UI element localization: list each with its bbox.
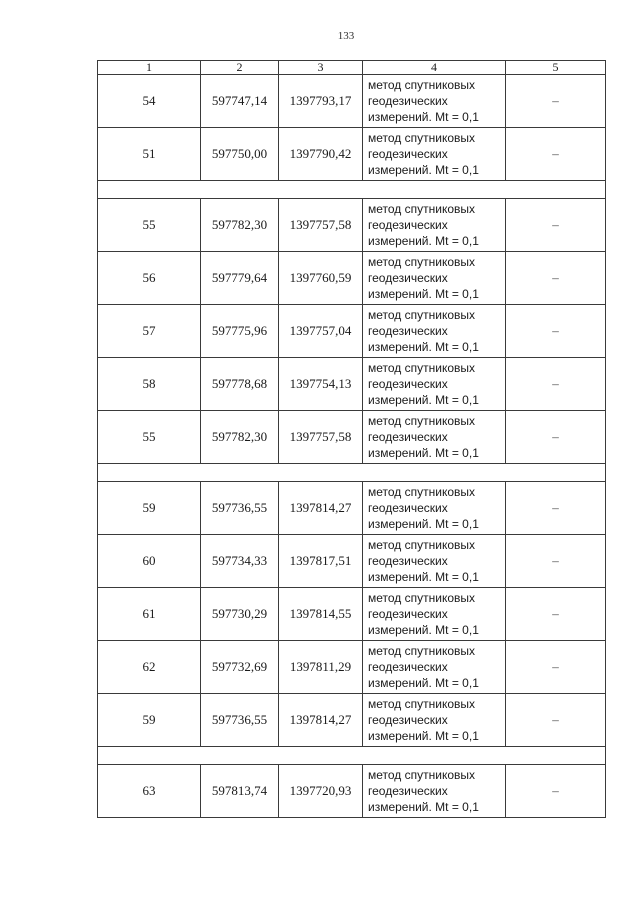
coord-y-cell: 1397811,29 — [279, 641, 363, 694]
method-line: измерений. Mt = 0,1 — [368, 517, 479, 531]
table-row — [98, 199, 606, 252]
method-line: измерений. Mt = 0,1 — [368, 676, 479, 690]
method-line: метод спутниковых — [368, 697, 476, 711]
method-cell — [363, 535, 506, 588]
note-cell: – — [506, 199, 606, 252]
coord-x-cell: 597730,29 — [201, 588, 279, 641]
table-row — [98, 765, 606, 818]
coord-y-cell: 1397757,58 — [279, 411, 363, 464]
method-line: метод спутниковых — [368, 308, 476, 322]
coord-y-cell: 1397760,59 — [279, 252, 363, 305]
coord-y-cell: 1397754,13 — [279, 358, 363, 411]
table-row — [98, 305, 606, 358]
table-row — [98, 588, 606, 641]
method-cell — [363, 199, 506, 252]
coord-x-cell: 597747,14 — [201, 75, 279, 128]
coord-y-cell: 1397790,42 — [279, 128, 363, 181]
method-line: геодезических — [368, 94, 448, 108]
method-line: метод спутниковых — [368, 644, 476, 658]
method-line: измерений. Mt = 0,1 — [368, 570, 479, 584]
header-col-3: 3 — [279, 61, 363, 75]
point-number-cell: 55 — [98, 411, 201, 464]
coord-y-cell: 1397817,51 — [279, 535, 363, 588]
method-line: метод спутниковых — [368, 414, 476, 428]
method-cell — [363, 694, 506, 747]
header-col-5: 5 — [506, 61, 606, 75]
coord-y-cell: 1397814,55 — [279, 588, 363, 641]
method-line: метод спутниковых — [368, 485, 476, 499]
coord-x-cell: 597750,00 — [201, 128, 279, 181]
coord-x-cell: 597736,55 — [201, 694, 279, 747]
method-cell — [363, 765, 506, 818]
note-cell: – — [506, 765, 606, 818]
method-cell — [363, 588, 506, 641]
method-cell — [363, 482, 506, 535]
method-cell — [363, 75, 506, 128]
method-line: геодезических — [368, 271, 448, 285]
table-row — [98, 75, 606, 128]
header-col-1: 1 — [98, 61, 201, 75]
coord-x-cell: 597732,69 — [201, 641, 279, 694]
coord-y-cell: 1397793,17 — [279, 75, 363, 128]
coord-x-cell: 597778,68 — [201, 358, 279, 411]
method-line: геодезических — [368, 147, 448, 161]
method-cell — [363, 641, 506, 694]
note-cell: – — [506, 252, 606, 305]
group-separator — [98, 464, 606, 482]
table-row — [98, 641, 606, 694]
point-number-cell: 58 — [98, 358, 201, 411]
method-line: геодезических — [368, 660, 448, 674]
point-number-cell: 57 — [98, 305, 201, 358]
point-number-cell: 56 — [98, 252, 201, 305]
method-line: измерений. Mt = 0,1 — [368, 446, 479, 460]
point-number-cell: 59 — [98, 694, 201, 747]
group-separator-row — [98, 464, 606, 482]
coord-y-cell: 1397720,93 — [279, 765, 363, 818]
group-separator — [98, 181, 606, 199]
note-cell: – — [506, 411, 606, 464]
table-row — [98, 358, 606, 411]
coord-x-cell: 597782,30 — [201, 199, 279, 252]
method-line: измерений. Mt = 0,1 — [368, 163, 479, 177]
table-body — [98, 61, 606, 818]
method-line: измерений. Mt = 0,1 — [368, 729, 479, 743]
method-line: измерений. Mt = 0,1 — [368, 110, 479, 124]
point-number-cell: 55 — [98, 199, 201, 252]
point-number-cell: 63 — [98, 765, 201, 818]
method-line: измерений. Mt = 0,1 — [368, 340, 479, 354]
point-number-cell: 59 — [98, 482, 201, 535]
table-row — [98, 694, 606, 747]
table-row — [98, 252, 606, 305]
method-line: измерений. Mt = 0,1 — [368, 234, 479, 248]
note-cell: – — [506, 641, 606, 694]
method-cell — [363, 252, 506, 305]
method-line: геодезических — [368, 430, 448, 444]
method-line: геодезических — [368, 324, 448, 338]
note-cell: – — [506, 75, 606, 128]
method-line: метод спутниковых — [368, 78, 476, 92]
point-number-cell: 54 — [98, 75, 201, 128]
coord-x-cell: 597813,74 — [201, 765, 279, 818]
coord-x-cell: 597779,64 — [201, 252, 279, 305]
header-col-2: 2 — [201, 61, 279, 75]
point-number-cell: 61 — [98, 588, 201, 641]
coord-x-cell: 597775,96 — [201, 305, 279, 358]
method-line: метод спутниковых — [368, 538, 476, 552]
group-separator-row — [98, 747, 606, 765]
method-line: геодезических — [368, 554, 448, 568]
method-line: измерений. Mt = 0,1 — [368, 287, 479, 301]
method-line: геодезических — [368, 607, 448, 621]
method-cell — [363, 305, 506, 358]
method-line: метод спутниковых — [368, 591, 476, 605]
coord-x-cell: 597736,55 — [201, 482, 279, 535]
coord-x-cell: 597734,33 — [201, 535, 279, 588]
method-cell — [363, 411, 506, 464]
note-cell: – — [506, 358, 606, 411]
method-line: геодезических — [368, 784, 448, 798]
coord-x-cell: 597782,30 — [201, 411, 279, 464]
note-cell: – — [506, 482, 606, 535]
group-separator — [98, 747, 606, 765]
group-separator-row — [98, 181, 606, 199]
note-cell: – — [506, 694, 606, 747]
method-cell — [363, 358, 506, 411]
method-cell — [363, 128, 506, 181]
coord-y-cell: 1397757,04 — [279, 305, 363, 358]
page-number: 133 — [337, 30, 355, 42]
method-line: геодезических — [368, 377, 448, 391]
method-line: геодезических — [368, 713, 448, 727]
method-line: измерений. Mt = 0,1 — [368, 623, 479, 637]
table-row — [98, 482, 606, 535]
method-line: измерений. Mt = 0,1 — [368, 800, 479, 814]
method-line: метод спутниковых — [368, 131, 476, 145]
method-line: метод спутниковых — [368, 768, 476, 782]
point-number-cell: 51 — [98, 128, 201, 181]
coord-y-cell: 1397814,27 — [279, 694, 363, 747]
header-col-4: 4 — [363, 61, 506, 75]
point-number-cell: 62 — [98, 641, 201, 694]
note-cell: – — [506, 305, 606, 358]
coord-y-cell: 1397814,27 — [279, 482, 363, 535]
method-line: метод спутниковых — [368, 255, 476, 269]
method-line: метод спутниковых — [368, 361, 476, 375]
note-cell: – — [506, 535, 606, 588]
table-row — [98, 128, 606, 181]
table-row — [98, 411, 606, 464]
method-line: геодезических — [368, 218, 448, 232]
method-line: геодезических — [368, 501, 448, 515]
method-line: измерений. Mt = 0,1 — [368, 393, 479, 407]
table-header-row — [98, 61, 606, 75]
point-number-cell: 60 — [98, 535, 201, 588]
method-line: метод спутниковых — [368, 202, 476, 216]
coordinates-table — [97, 60, 606, 818]
coord-y-cell: 1397757,58 — [279, 199, 363, 252]
note-cell: – — [506, 588, 606, 641]
note-cell: – — [506, 128, 606, 181]
table-row — [98, 535, 606, 588]
